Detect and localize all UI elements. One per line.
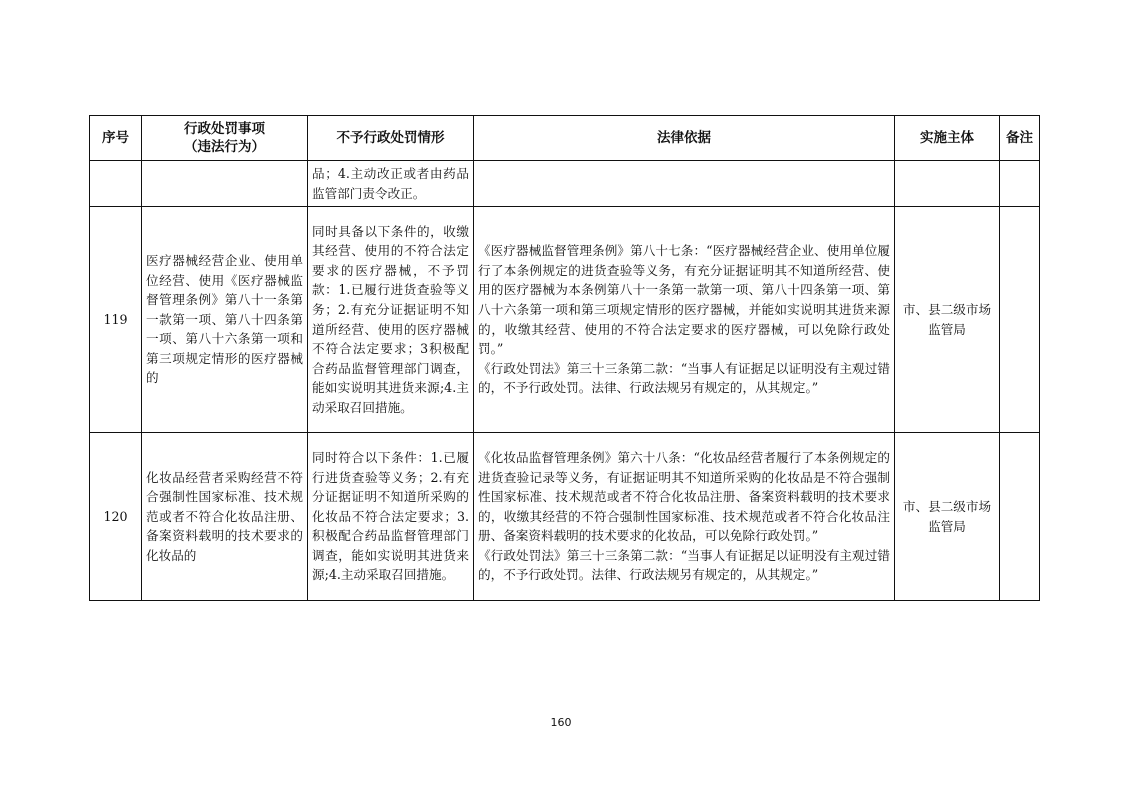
row-condition: 同时符合以下条件：1.已履行进货查验等义务；2.有充分证据证明不知道所采购的化妆品不符合法定要求；3.积极配合药品监督管理部门调查，能如实说明其进货来源;4.主动采取召回措施。 (308, 433, 474, 601)
header-condition: 不予行政处罚情形 (308, 116, 474, 161)
table-row (90, 433, 1040, 601)
table-row (90, 207, 1040, 433)
row-no: 120 (90, 433, 142, 601)
row-subject: 市、县二级市场监管局 (895, 207, 1000, 433)
row-item (142, 161, 308, 207)
header-no: 序号 (90, 116, 142, 161)
row-subject: 市、县二级市场监管局 (895, 433, 1000, 601)
row-remark (1000, 207, 1040, 433)
header-row (90, 116, 1040, 161)
header-remark: 备注 (1000, 116, 1040, 161)
row-condition: 品；4.主动改正或者由药品监管部门责令改正。 (308, 161, 474, 207)
header-item: 行政处罚事项 （违法行为） (142, 116, 308, 161)
row-basis: 《医疗器械监督管理条例》第八十七条：“医疗器械经营企业、使用单位履行了本条例规定的进货查验等义务，有充分证据证明其不知道所经营、使用的医疗器械为本条例第八十一条第一款第一项、第八十四条第一项、第八十六条第一项和第三项规定情形的医疗器械，并能如实说明其进货来源的，收缴其经营、使用的不符合法定要求的医疗器械，可以免除行政处罚。” 《行政处罚法》第三十三条第二款：“当事人有证据足以证明没有主观过错的，不予行政处罚。法律、行政法规另有规定的，从其规定。” (474, 207, 895, 433)
row-condition: 同时具备以下条件的，收缴其经营、使用的不符合法定要求的医疗器械，不予罚款：1.已履行进货查验等义务；2.有充分证据证明不知道所经营、使用的医疗器械不符合法定要求；3积极配合药品监督管理部门调查，能如实说明其进货来源;4.主动采取召回措施。 (308, 207, 474, 433)
row-no: 119 (90, 207, 142, 433)
row-remark (1000, 433, 1040, 601)
table-row (90, 161, 1040, 207)
row-item: 医疗器械经营企业、使用单位经营、使用《医疗器械监督管理条例》第八十一条第一款第一项、第八十四条第一项、第八十六条第一项和第三项规定情形的医疗器械的 (142, 207, 308, 433)
row-item: 化妆品经营者采购经营不符合强制性国家标准、技术规范或者不符合化妆品注册、备案资料载明的技术要求的化妆品的 (142, 433, 308, 601)
header-basis: 法律依据 (474, 116, 895, 161)
row-remark (1000, 161, 1040, 207)
row-no (90, 161, 142, 207)
penalty-table (89, 115, 1040, 601)
header-subject: 实施主体 (895, 116, 1000, 161)
row-basis (474, 161, 895, 207)
row-subject (895, 161, 1000, 207)
page-number: 160 (550, 716, 572, 729)
row-basis: 《化妆品监督管理条例》第六十八条：“化妆品经营者履行了本条例规定的进货查验记录等义务，有证据证明其不知道所采购的化妆品是不符合强制性国家标准、技术规范或者不符合化妆品注册、备案资料载明的技术要求的，收缴其经营的不符合强制性国家标准、技术规范或者不符合化妆品注册、备案资料载明的技术要求的化妆品，可以免除行政处罚。” 《行政处罚法》第三十三条第二款：“当事人有证据足以证明没有主观过错的，不予行政处罚。法律、行政法规另有规定的，从其规定。” (474, 433, 895, 601)
